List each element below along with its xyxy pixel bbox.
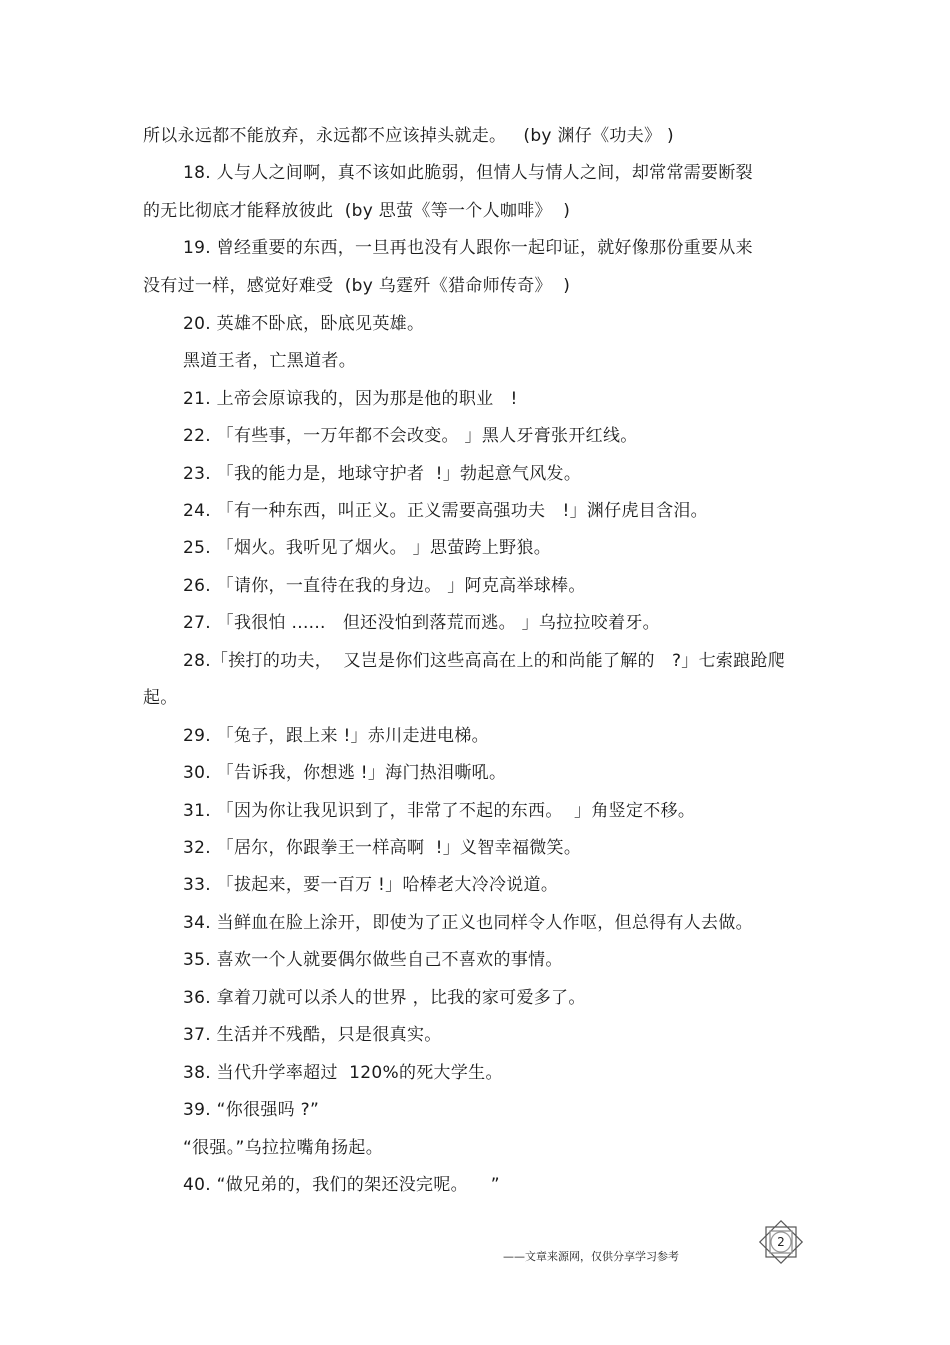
page-number-badge bbox=[757, 1218, 805, 1266]
text-line-29: 40. “做兄弟的，我们的架还没完呢。 ” bbox=[183, 1175, 500, 1195]
text-line-3: 的无比彻底才能释放彼此 (by 思萤《等一个人咖啡》 ) bbox=[143, 201, 571, 221]
text-line-13: 26. 「请你，一直待在我的身边。 」阿克高举球棒。 bbox=[183, 576, 586, 596]
text-line-4: 19. 曾经重要的东西，一旦再也没有人跟你一起印证，就好像那份重要从来 bbox=[183, 238, 753, 258]
page-number: 2 bbox=[777, 1235, 785, 1249]
text-line-12: 25. 「烟火。我听见了烟火。 」思萤跨上野狼。 bbox=[183, 538, 552, 558]
text-line-27: 39. “你很强吗 ?” bbox=[183, 1100, 320, 1120]
text-line-9: 22. 「有些事，一万年都不会改变。 」黑人牙膏张开红线。 bbox=[183, 426, 638, 446]
text-line-26: 38. 当代升学率超过 120%的死大学生。 bbox=[183, 1063, 503, 1083]
text-line-22: 34. 当鲜血在脸上涂开，即使为了正义也同样令人作呕，但总得有人去做。 bbox=[183, 913, 753, 933]
text-line-16: 起。 bbox=[143, 688, 178, 708]
text-line-20: 32. 「居尔，你跟拳王一样高啊 !」义智幸福微笑。 bbox=[183, 838, 582, 858]
text-line-7: 黑道王者，亡黑道者。 bbox=[183, 351, 356, 371]
text-line-10: 23. 「我的能力是，地球守护者 !」勃起意气风发。 bbox=[183, 464, 582, 484]
text-line-21: 33. 「拔起来，要一百万 !」哈棒老大冷冷说道。 bbox=[183, 875, 559, 895]
text-line-19: 31. 「因为你让我见识到了，非常了不起的东西。 」角竖定不移。 bbox=[183, 801, 696, 821]
text-line-8: 21. 上帝会原谅我的，因为那是他的职业 ! bbox=[183, 389, 518, 409]
text-line-15: 28.「挨打的功夫， 又岂是你们这些高高在上的和尚能了解的 ?」七索踉跄爬 bbox=[183, 651, 786, 671]
text-line-25: 37. 生活并不残酷，只是很真实。 bbox=[183, 1025, 442, 1045]
text-line-2: 18. 人与人之间啊，真不该如此脆弱，但情人与情人之间，却常常需要断裂 bbox=[183, 163, 753, 183]
text-line-14: 27. 「我很怕 ...... 但还没怕到落荒而逃。 」乌拉拉咬着牙。 bbox=[183, 613, 660, 633]
text-line-1: 所以永远都不能放弃，永远都不应该掉头就走。 (by 渊仔《功夫》 ) bbox=[143, 126, 674, 146]
text-line-5: 没有过一样，感觉好难受 (by 乌霆歼《猎命师传奇》 ) bbox=[143, 276, 571, 296]
footer-source-note: ——文章来源网，仅供分享学习参考 bbox=[503, 1250, 679, 1263]
text-line-6: 20. 英雄不卧底，卧底见英雄。 bbox=[183, 314, 425, 334]
text-line-17: 29. 「兔子，跟上来 !」赤川走进电梯。 bbox=[183, 726, 489, 746]
text-line-24: 36. 拿着刀就可以杀人的世界 ，比我的家可爱多了。 bbox=[183, 988, 586, 1008]
text-line-28: “很强。”乌拉拉嘴角扬起。 bbox=[183, 1138, 384, 1158]
text-line-11: 24. 「有一种东西，叫正义。正义需要高强功夫 !」渊仔虎目含泪。 bbox=[183, 501, 708, 521]
text-line-18: 30. 「告诉我，你想逃 !」海门热泪嘶吼。 bbox=[183, 763, 507, 783]
text-line-23: 35. 喜欢一个人就要偶尔做些自己不喜欢的事情。 bbox=[183, 950, 563, 970]
